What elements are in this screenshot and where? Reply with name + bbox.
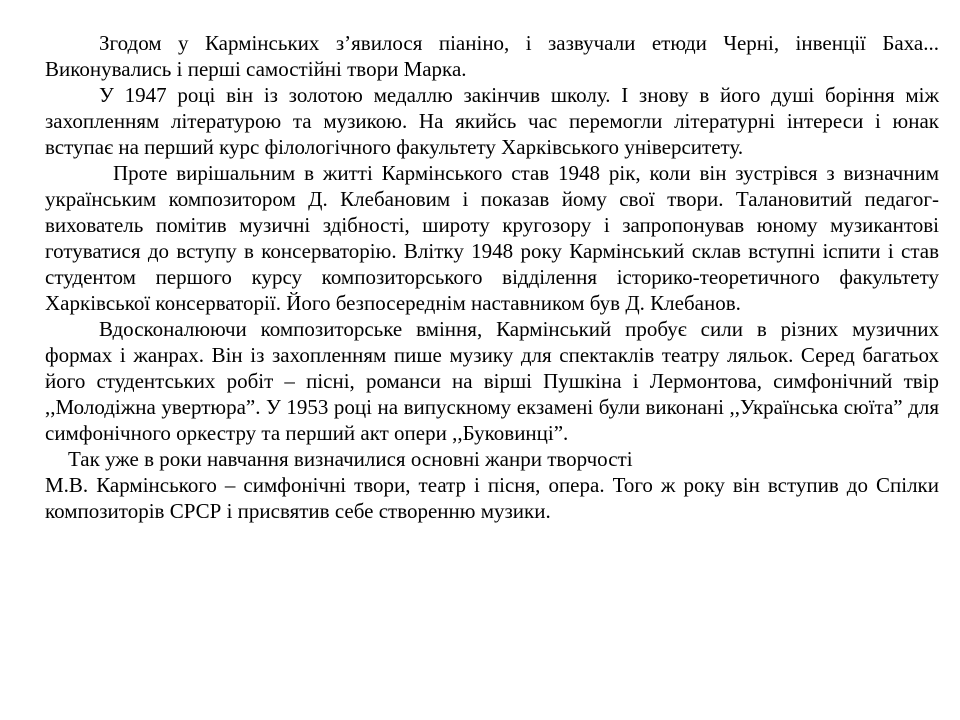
body-text: [45, 30, 939, 524]
paragraph-2: У 1947 році він із золотою медаллю закінчив школу. І знову в його душі боріння між захопленням літературою та музикою. На якийсь час перемогли літературні інтереси і юнак вступає на перший курс філологічного факультету Харківського університету.: [45, 83, 939, 159]
paragraph-1: Згодом у Кармінських з’явилося піаніно, і зазвучали етюди Черні, інвенції Баха... Виконувались і перші самостійні твори Марка.: [45, 31, 939, 81]
paragraph-6: М.В. Кармінського – симфонічні твори, театр і пісня, опера. Того ж року він вступив до Спілки композиторів СРСР і присвятив себе створенню музики.: [45, 473, 939, 523]
paragraph-5: Так уже в роки навчання визначилися основні жанри творчості: [68, 447, 633, 471]
paragraph-3: Проте вирішальним в житті Кармінського став 1948 рік, коли він зустрівся з визначним українським композитором Д. Клебановим і показав йому свої твори. Талановитий педагог-вихователь помітив музичні здібності, широту кругозору і запропонував юному музикантові готуватися до вступу в консерваторію. Влітку 1948 року Кармінський склав вступні іспити і став студентом першого курсу композиторського відділення історико-теоретичного факультету Харківської консерваторії. Його безпосереднім наставником був Д. Клебанов.: [45, 161, 939, 315]
paragraph-4: Вдосконалюючи композиторське вміння, Кармінський пробує сили в різних музичних формах і жанрах. Він із захопленням пише музику для спектаклів театру ляльок. Серед багатьох його студентських робіт – пісні, романси на вірші Пушкіна і Лермонтова, симфонічний твір ,,Молодіжна увертюра”. У 1953 році на випускному екзамені були виконані ,,Українська сюїта” для симфонічного оркестру та перший акт опери ,,Буковинці”.: [45, 317, 939, 445]
